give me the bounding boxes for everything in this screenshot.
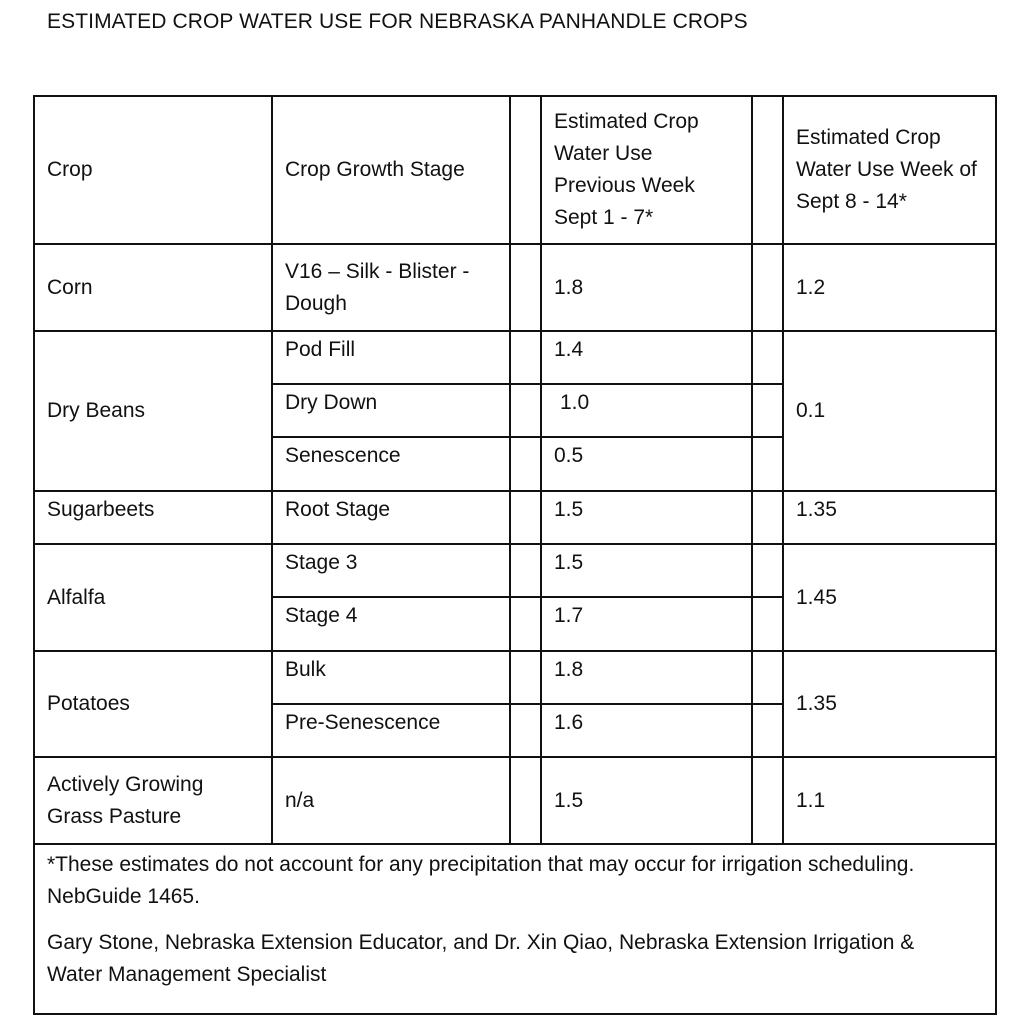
spacer-cell	[510, 437, 541, 491]
crop-cell: Dry Beans	[34, 331, 272, 491]
spacer-cell	[752, 96, 783, 244]
previous-week-cell: 0.5	[541, 437, 752, 491]
week-of-cell: 1.35	[783, 651, 996, 757]
header-week-of: Estimated Crop Water Use Week of Sept 8 - 14*	[783, 96, 996, 244]
week-of-cell: 1.2	[783, 244, 996, 331]
footnote-text: *These estimates do not account for any precipitation that may occur for irrigation scheduling. NebGuide 1465.	[47, 853, 915, 908]
crop-cell: Potatoes	[34, 651, 272, 757]
spacer-cell	[510, 331, 541, 384]
previous-week-cell: 1.6	[541, 704, 752, 757]
crop-cell: Sugarbeets	[34, 491, 272, 544]
table-row	[34, 651, 996, 704]
header-row	[34, 96, 996, 244]
header-growth-stage: Crop Growth Stage	[272, 96, 510, 244]
footnote-row	[34, 844, 996, 1014]
week-of-cell: 1.1	[783, 757, 996, 844]
spacer-cell	[510, 96, 541, 244]
crop-cell: Corn	[34, 244, 272, 331]
spacer-cell	[752, 757, 783, 844]
previous-week-cell: 1.8	[541, 651, 752, 704]
previous-week-cell: 1.0	[541, 384, 752, 437]
stage-cell: n/a	[272, 757, 510, 844]
spacer-cell	[752, 331, 783, 384]
spacer-cell	[510, 244, 541, 331]
spacer-cell	[510, 651, 541, 704]
spacer-cell	[510, 704, 541, 757]
stage-cell: Senescence	[272, 437, 510, 491]
spacer-cell	[510, 491, 541, 544]
spacer-cell	[752, 491, 783, 544]
header-previous-week: Estimated Crop Water Use Previous Week Sept 1 - 7*	[541, 96, 752, 244]
stage-cell: Root Stage	[272, 491, 510, 544]
table-row	[34, 544, 996, 597]
previous-week-cell: 1.4	[541, 331, 752, 384]
credit-text: Gary Stone, Nebraska Extension Educator, and Dr. Xin Qiao, Nebraska Extension Irrigation & Water Management Specialist	[47, 931, 915, 986]
previous-week-cell: 1.7	[541, 597, 752, 651]
week-of-cell: 1.35	[783, 491, 996, 544]
crop-water-use-table	[33, 95, 997, 1015]
crop-cell: Actively Growing Grass Pasture	[34, 757, 272, 844]
stage-cell: Bulk	[272, 651, 510, 704]
week-of-cell: 1.45	[783, 544, 996, 651]
previous-week-cell: 1.8	[541, 244, 752, 331]
spacer-cell	[510, 597, 541, 651]
spacer-cell	[752, 544, 783, 597]
table-row	[34, 244, 996, 331]
spacer-cell	[510, 544, 541, 597]
week-of-cell: 0.1	[783, 331, 996, 491]
spacer-cell	[752, 597, 783, 651]
spacer-cell	[510, 384, 541, 437]
spacer-cell	[752, 384, 783, 437]
stage-cell: Pod Fill	[272, 331, 510, 384]
spacer-cell	[752, 437, 783, 491]
previous-week-cell: 1.5	[541, 544, 752, 597]
header-crop: Crop	[34, 96, 272, 244]
footnote-cell	[34, 844, 996, 1014]
spacer-cell	[752, 651, 783, 704]
table-row	[34, 331, 996, 384]
spacer-cell	[752, 704, 783, 757]
stage-cell: V16 – Silk - Blister - Dough	[272, 244, 510, 331]
table-row	[34, 757, 996, 844]
page-title: ESTIMATED CROP WATER USE FOR NEBRASKA PANHANDLE CROPS	[47, 10, 748, 33]
stage-cell: Stage 3	[272, 544, 510, 597]
crop-cell: Alfalfa	[34, 544, 272, 651]
previous-week-cell: 1.5	[541, 491, 752, 544]
stage-cell: Stage 4	[272, 597, 510, 651]
stage-cell: Pre-Senescence	[272, 704, 510, 757]
stage-cell: Dry Down	[272, 384, 510, 437]
table-row	[34, 491, 996, 544]
spacer-cell	[752, 244, 783, 331]
spacer-cell	[510, 757, 541, 844]
previous-week-cell: 1.5	[541, 757, 752, 844]
